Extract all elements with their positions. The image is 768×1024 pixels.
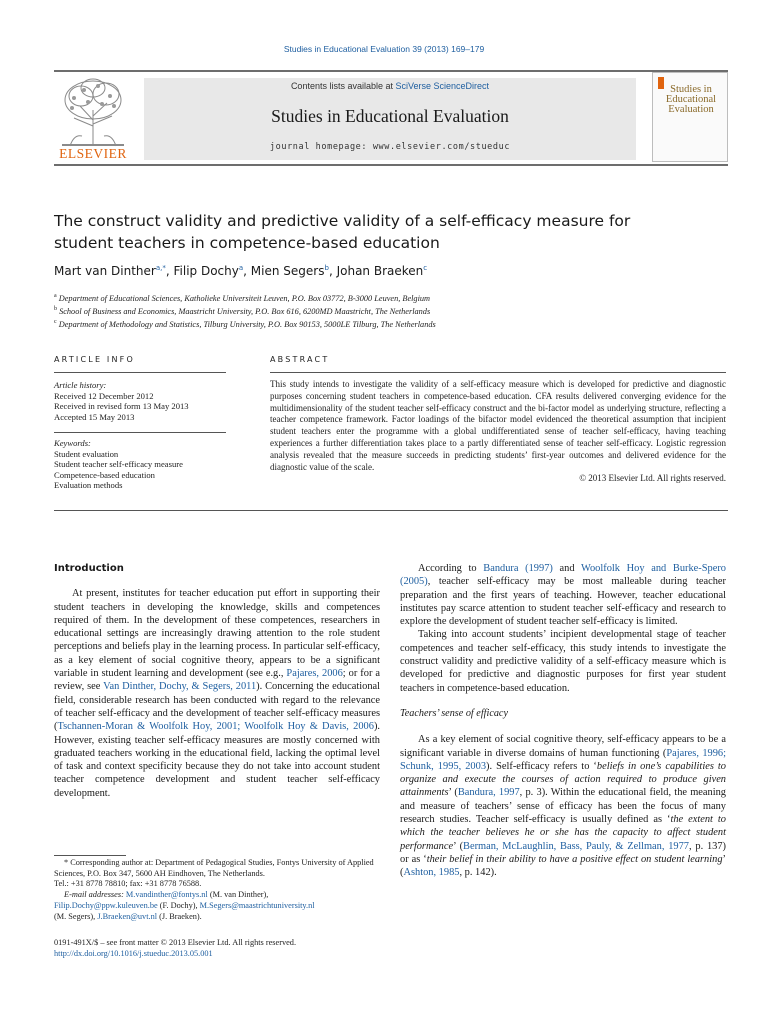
keyword: Evaluation methods <box>54 480 123 491</box>
footnote-line: Tel.: +31 8778 78810; fax: +31 8778 76588. <box>54 879 202 889</box>
author-separator: , <box>328 264 337 278</box>
front-matter-footer <box>54 937 384 959</box>
abstract-heading: ABSTRACT <box>270 355 330 364</box>
body-left-column <box>54 562 380 800</box>
footnote-rule <box>54 855 126 856</box>
body-text: ; or for a review, see <box>54 668 380 693</box>
body-paragraph <box>400 628 726 694</box>
body-text: , p. 3). Within the educational field, the meaning and measure of teachers’ sense of efficacy has been the focus of many research studies. Teacher self-efficacy is usually defined as ‘ <box>400 787 726 826</box>
body-text: As a key element of social cognitive theory, self-efficacy appears to be a significant variable in diverse domains of human functioning ( <box>400 734 726 759</box>
body-text: At present, institutes for teacher education put effort in supporting their student teachers in developing the knowledge, skills and competences required of them. In the development of these competences, researchers in educational settings are increasingly drawing attention to the role student perceptions and beliefs play in the learning process. In particular self-efficacy, as a key element of social cognitive theory, appears to be a significant variable in student learning and development (see e.g., <box>54 588 380 680</box>
history-label: Article history: <box>54 380 107 390</box>
body-text: ). Concerning the educational field, considerable research has been conducted with regard to the relevance of teacher self-efficacy and the development of teacher self-efficacy measures ( <box>54 681 381 733</box>
footnote-line: * Corresponding author at: Department of Pedagogical Studies, Fontys University of Applied Sciences, P.O. Box 347, 5600 AH Eindhoven, The Netherlands. <box>54 858 374 878</box>
corresponding-author-footnote <box>54 858 384 922</box>
elsevier-tree-icon <box>54 76 132 148</box>
affiliation <box>54 291 734 304</box>
email-link[interactable]: M.Segers@maastrichtuniversity.nl <box>199 900 315 910</box>
affiliation-text: School of Business and Economics, Maastricht University, P.O. Box 616, 6200MD Maastricht, The Netherlands <box>59 306 431 316</box>
article-info-heading: ARTICLE INFO <box>54 355 135 364</box>
article-title-line: student teachers in competence-based education <box>54 234 440 252</box>
elsevier-logo[interactable] <box>54 76 132 162</box>
author-name: Mart van Dinther <box>54 264 156 278</box>
keywords <box>54 438 226 491</box>
email-link[interactable]: Filip.Dochy@ppw.kuleuven.be <box>54 900 158 910</box>
keywords-rule <box>54 432 226 433</box>
body-text: and <box>552 563 582 574</box>
email-owner: (F. Dochy), <box>157 900 200 910</box>
abstract-copyright: © 2013 Elsevier Ltd. All rights reserved. <box>579 473 726 484</box>
body-text: , p. 137) or as ‘ <box>400 840 726 865</box>
citation-link[interactable]: Ashton, 1985 <box>403 867 460 879</box>
abstract-body <box>270 379 726 485</box>
citation-link[interactable]: Berman, McLaughlin, Bass, Pauly, & Zellman, 1977 <box>463 840 690 852</box>
elsevier-wordmark: ELSEVIER <box>59 146 127 161</box>
keyword: Student teacher self-efficacy measure <box>54 459 183 470</box>
body-text: ’ ( <box>453 840 464 852</box>
cover-title <box>653 85 729 115</box>
author-affiliation-marker[interactable]: b <box>324 264 329 272</box>
author-affiliation-marker[interactable]: c <box>423 264 428 272</box>
email-addresses <box>54 890 384 901</box>
article-title <box>54 210 734 254</box>
body-text: ). Self-efficacy refers to ‘ <box>486 760 597 772</box>
email-owner: (J. Braeken). <box>157 911 202 921</box>
affiliation-text: Department of Educational Sciences, Katholieke Universiteit Leuven, P.O. Box 03772, B-3000 Leuven, Belgium <box>58 293 431 303</box>
citation-link[interactable]: Bandura (1997) <box>483 563 553 574</box>
keywords-label: Keywords: <box>54 438 91 448</box>
subsection-heading: Teachers’ sense of efficacy <box>400 707 508 719</box>
masthead-top-rule <box>54 70 728 72</box>
author-name: Johan Braeken <box>336 264 424 278</box>
body-text: According to <box>418 563 484 574</box>
introduction-heading: Introduction <box>54 563 124 574</box>
article-info-rule <box>54 372 226 373</box>
quoted-text: beliefs in one’s capabilities to organize and execute the courses of action required to produce given attainments <box>400 760 726 799</box>
citation-link[interactable]: Tschannen-Moran & Woolfolk Hoy, 2001; Woolfolk Hoy & Davis, 2006 <box>57 721 374 733</box>
body-text: ). However, existing teacher self-efficacy measures are mostly concerned with graduated teachers working in the educational field, lacking the optimal level of task and context specificity because they do not take into account student teacher competence development and student teacher self-efficacy development. <box>54 721 380 799</box>
body-paragraph <box>400 733 726 879</box>
cover-title-line: Educational <box>665 94 717 105</box>
body-right-column <box>400 562 726 880</box>
citation-link[interactable]: Van Dinther, Dochy, & Segers, 2011 <box>103 681 257 693</box>
body-paragraph <box>400 562 726 628</box>
history-entry: Received 12 December 2012 <box>54 390 154 401</box>
email-owner: (M. Segers), <box>54 911 98 921</box>
keyword: Competence-based education <box>54 469 155 480</box>
citation-link[interactable]: Pajares, 1996; Schunk, 1995, 2003 <box>400 747 727 772</box>
body-text: , teacher self-efficacy may be most malleable during teacher preparation and the first years of teaching. However, teacher educational institutes pay scarce attention to student teacher self-efficacy and research to explore the development of student teacher self-efficacy is limited. <box>400 576 726 628</box>
affiliation <box>54 304 734 317</box>
contents-prefix: Contents lists available at <box>290 81 396 91</box>
journal-cover-thumbnail[interactable] <box>652 72 728 162</box>
author-separator: , <box>243 264 251 278</box>
article-title-line: The construct validity and predictive validity of a self-efficacy measure for <box>54 212 631 230</box>
email-link[interactable]: J.Braeken@uvt.nl <box>97 911 158 921</box>
quoted-text: their belief in their ability to have a positive effect on student learning <box>426 853 723 865</box>
masthead-bottom-rule <box>54 164 728 166</box>
abstract-bottom-rule <box>54 510 728 511</box>
author-affiliation-marker[interactable]: a <box>238 264 244 272</box>
contents-available <box>144 81 636 91</box>
keyword: Student evaluation <box>54 448 119 459</box>
cover-title-line: Evaluation <box>668 104 714 115</box>
affiliation-marker: b <box>54 306 57 313</box>
email-link[interactable]: M.vandinther@fontys.nl <box>125 890 208 900</box>
doi-link[interactable]: http://dx.doi.org/10.1016/j.stueduc.2013.05.001 <box>54 949 213 958</box>
citation-link[interactable]: Pajares, 2006 <box>286 668 343 680</box>
journal-homepage[interactable]: journal homepage: www.elsevier.com/stueduc <box>269 142 511 152</box>
email-line <box>54 912 384 923</box>
sciencedirect-link[interactable]: SciVerse ScienceDirect <box>395 81 490 91</box>
quoted-text: the extent to which the teacher believes he or she has the capacity to affect student performance <box>400 814 727 852</box>
citation-link[interactable]: Woolfolk Hoy and Burke-Spero (2005) <box>400 563 727 588</box>
abstract-top-rule <box>270 372 726 373</box>
affiliation <box>54 317 734 330</box>
author-affiliation-marker[interactable]: a,* <box>155 264 166 272</box>
email-line <box>54 901 384 912</box>
citation-link[interactable]: Bandura, 1997 <box>457 787 520 799</box>
author-name: Filip Dochy <box>173 264 239 278</box>
body-text: , p. 142). <box>459 867 497 879</box>
affiliation-marker: c <box>54 319 57 326</box>
author-list <box>54 264 734 278</box>
journal-citation[interactable]: Studies in Educational Evaluation 39 (2013) 169–179 <box>283 44 485 54</box>
affiliation-text: Department of Methodology and Statistics, Tilburg University, P.O. Box 90153, 5000LE Tilburg, The Netherlands <box>58 319 436 329</box>
body-text: Taking into account students’ incipient developmental stage of teacher competences and teacher self-efficacy, this study intends to investigate the construct validity and predictive validity of a self-efficacy measure which is developed for predictive and diagnostic purposes for first year student teachers in competence-based education. <box>400 629 726 694</box>
affiliation-list <box>54 291 734 330</box>
author-separator: , <box>165 264 174 278</box>
journal-banner <box>144 78 636 160</box>
body-text: ’ ( <box>400 853 726 879</box>
article-history <box>54 380 226 422</box>
journal-masthead <box>54 70 728 166</box>
email-label: E-mail addresses: <box>64 890 126 900</box>
history-entry: Accepted 15 May 2013 <box>54 411 135 422</box>
body-paragraph <box>54 587 380 800</box>
cover-title-line: Studies in <box>670 84 712 95</box>
body-text: ’ ( <box>448 787 458 799</box>
email-owner: (M. van Dinther), <box>207 890 269 900</box>
issn-line: 0191-491X/$ – see front matter © 2013 Elsevier Ltd. All rights reserved. <box>54 938 297 947</box>
history-entry: Received in revised form 13 May 2013 <box>54 401 189 412</box>
abstract-text: This study intends to investigate the validity of a self-efficacy measure which is developed for predictive and diagnostic purposes concerning student teachers in competence-based education. CFA results delivered converging evidence for the multidimensionality of the student teacher self-efficacy construct and the bi-factor model as underlying structure, reflecting a teacher competence framework. Factor loadings of the bifactor model evidenced the theoretical assumption that incipient student teachers enter the programme with a global undifferentiated sense of teacher self-efficacy, having teaching experiences a further differentiation takes place to a partly differentiated sense of teacher self-efficacy. Logistic regression analysis revealed that the measure succeeds in predicting students’ first-year outcomes and delivered evidence for the diagnostic value of the scale. <box>270 379 726 472</box>
author-name: Mien Segers <box>250 264 325 278</box>
affiliation-marker: a <box>54 293 57 299</box>
journal-title: Studies in Educational Evaluation <box>271 106 509 126</box>
